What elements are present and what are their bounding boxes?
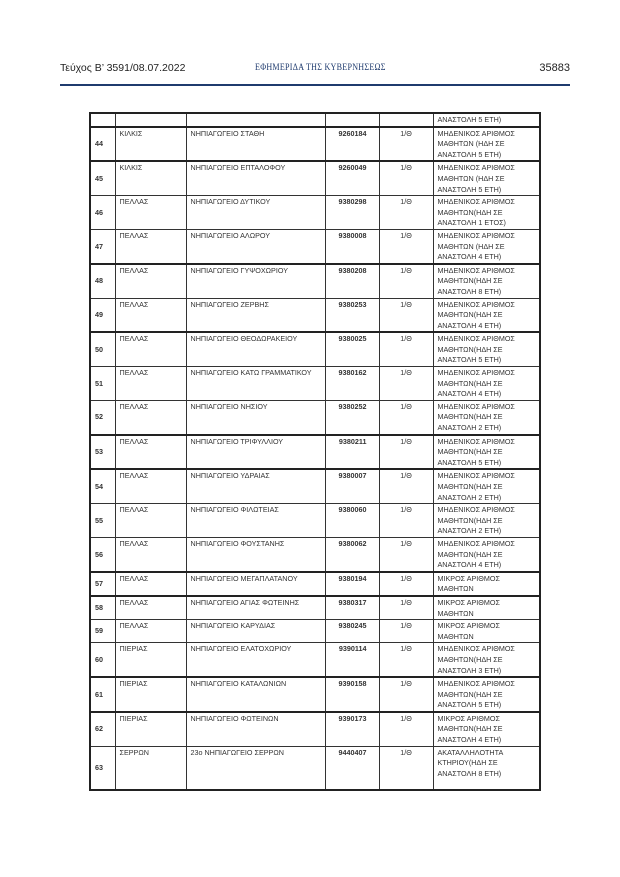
cell-num: 44 bbox=[90, 127, 115, 162]
cell-type: 1/Θ bbox=[379, 127, 433, 162]
cell-code: 9260184 bbox=[325, 127, 379, 162]
cell-num: 61 bbox=[90, 677, 115, 712]
cell-type bbox=[379, 113, 433, 127]
journal-title: ΕΦΗΜΕΡΙΔΑ ΤΗΣ ΚΥΒΕΡΝΗΣΕΩΣ bbox=[255, 63, 386, 73]
cell-region: ΠΕΛΛΑΣ bbox=[115, 620, 186, 643]
cell-code: 9380211 bbox=[325, 435, 379, 470]
cell-code bbox=[325, 113, 379, 127]
header-divider bbox=[60, 84, 570, 86]
cell-region: ΠΕΛΛΑΣ bbox=[115, 435, 186, 470]
schools-table bbox=[89, 112, 541, 791]
cell-school bbox=[186, 113, 325, 127]
table-row bbox=[90, 264, 540, 298]
cell-num: 59 bbox=[90, 620, 115, 643]
cell-num: 51 bbox=[90, 367, 115, 401]
cell-school: ΝΗΠΙΑΓΩΓΕΙΟ ΕΛΑΤΟΧΩΡΙΟΥ bbox=[186, 643, 325, 677]
cell-reason: ΜΙΚΡΟΣ ΑΡΙΘΜΟΣ ΜΑΘΗΤΩΝ(ΗΔΗ ΣΕ ΑΝΑΣΤΟΛΗ 4 ΕΤΗ) bbox=[433, 712, 540, 746]
cell-code: 9380008 bbox=[325, 229, 379, 263]
cell-school: ΝΗΠΙΑΓΩΓΕΙΟ ΚΑΡΥΔΙΑΣ bbox=[186, 620, 325, 643]
cell-reason: ΜΗΔΕΝΙΚΟΣ ΑΡΙΘΜΟΣ ΜΑΘΗΤΩΝ(ΗΔΗ ΣΕ ΑΝΑΣΤΟΛΗ 2 ΕΤΗ) bbox=[433, 504, 540, 538]
cell-school: ΝΗΠΙΑΓΩΓΕΙΟ ΚΑΤΑΛΩΝΙΩΝ bbox=[186, 677, 325, 712]
table-row bbox=[90, 298, 540, 332]
cell-type: 1/Θ bbox=[379, 435, 433, 470]
cell-region: ΣΕΡΡΩΝ bbox=[115, 746, 186, 790]
cell-type: 1/Θ bbox=[379, 229, 433, 263]
page-header bbox=[60, 62, 570, 76]
cell-num: 45 bbox=[90, 161, 115, 195]
cell-reason: ΜΗΔΕΝΙΚΟΣ ΑΡΙΘΜΟΣ ΜΑΘΗΤΩΝ (ΗΔΗ ΣΕ ΑΝΑΣΤΟΛΗ 5 ΕΤΗ) bbox=[433, 161, 540, 195]
cell-type: 1/Θ bbox=[379, 572, 433, 596]
cell-code: 9380062 bbox=[325, 537, 379, 571]
cell-type: 1/Θ bbox=[379, 712, 433, 746]
cell-num: 54 bbox=[90, 469, 115, 503]
table-row bbox=[90, 229, 540, 263]
cell-type: 1/Θ bbox=[379, 196, 433, 230]
cell-reason: ΜΗΔΕΝΙΚΟΣ ΑΡΙΘΜΟΣ ΜΑΘΗΤΩΝ(ΗΔΗ ΣΕ ΑΝΑΣΤΟΛΗ 4 ΕΤΗ) bbox=[433, 367, 540, 401]
issue-label: Τεύχος Β’ 3591/08.07.2022 bbox=[60, 62, 186, 74]
table-row bbox=[90, 367, 540, 401]
cell-type: 1/Θ bbox=[379, 400, 433, 434]
table-row bbox=[90, 196, 540, 230]
cell-code: 9390173 bbox=[325, 712, 379, 746]
cell-num: 62 bbox=[90, 712, 115, 746]
cell-code: 9390114 bbox=[325, 643, 379, 677]
cell-type: 1/Θ bbox=[379, 643, 433, 677]
cell-type: 1/Θ bbox=[379, 537, 433, 571]
table-row bbox=[90, 435, 540, 470]
cell-type: 1/Θ bbox=[379, 332, 433, 366]
cell-region: ΠΕΛΛΑΣ bbox=[115, 298, 186, 332]
table-row bbox=[90, 469, 540, 503]
cell-num: 56 bbox=[90, 537, 115, 571]
cell-region: ΚΙΛΚΙΣ bbox=[115, 161, 186, 195]
cell-type: 1/Θ bbox=[379, 469, 433, 503]
table-row bbox=[90, 746, 540, 790]
cell-school: ΝΗΠΙΑΓΩΓΕΙΟ ΚΑΤΩ ΓΡΑΜΜΑΤΙΚΟΥ bbox=[186, 367, 325, 401]
cell-reason: ΜΗΔΕΝΙΚΟΣ ΑΡΙΘΜΟΣ ΜΑΘΗΤΩΝ(ΗΔΗ ΣΕ ΑΝΑΣΤΟΛΗ 2 ΕΤΗ) bbox=[433, 400, 540, 434]
cell-reason: ΜΙΚΡΟΣ ΑΡΙΘΜΟΣ ΜΑΘΗΤΩΝ bbox=[433, 596, 540, 620]
cell-type: 1/Θ bbox=[379, 161, 433, 195]
cell-school: ΝΗΠΙΑΓΩΓΕΙΟ ΑΓΙΑΣ ΦΩΤΕΙΝΗΣ bbox=[186, 596, 325, 620]
table-row bbox=[90, 596, 540, 620]
cell-code: 9380007 bbox=[325, 469, 379, 503]
table-row bbox=[90, 332, 540, 366]
cell-school: ΝΗΠΙΑΓΩΓΕΙΟ ΦΟΥΣΤΑΝΗΣ bbox=[186, 537, 325, 571]
cell-region: ΠΕΛΛΑΣ bbox=[115, 537, 186, 571]
cell-school: ΝΗΠΙΑΓΩΓΕΙΟ ΤΡΙΦΥΛΛΙΟΥ bbox=[186, 435, 325, 470]
cell-code: 9380298 bbox=[325, 196, 379, 230]
cell-num: 53 bbox=[90, 435, 115, 470]
cell-region: ΠΙΕΡΙΑΣ bbox=[115, 677, 186, 712]
table-row bbox=[90, 620, 540, 643]
cell-num: 49 bbox=[90, 298, 115, 332]
table-row bbox=[90, 572, 540, 596]
cell-reason: ΜΗΔΕΝΙΚΟΣ ΑΡΙΘΜΟΣ ΜΑΘΗΤΩΝ(ΗΔΗ ΣΕ ΑΝΑΣΤΟΛΗ 3 ΕΤΗ) bbox=[433, 643, 540, 677]
cell-reason: ΜΗΔΕΝΙΚΟΣ ΑΡΙΘΜΟΣ ΜΑΘΗΤΩΝ(ΗΔΗ ΣΕ ΑΝΑΣΤΟΛΗ 1 ΕΤΟΣ) bbox=[433, 196, 540, 230]
cell-region: ΠΙΕΡΙΑΣ bbox=[115, 712, 186, 746]
cell-code: 9380253 bbox=[325, 298, 379, 332]
cell-school: ΝΗΠΙΑΓΩΓΕΙΟ ΖΕΡΒΗΣ bbox=[186, 298, 325, 332]
cell-type: 1/Θ bbox=[379, 504, 433, 538]
table-row bbox=[90, 161, 540, 195]
cell-region: ΚΙΛΚΙΣ bbox=[115, 127, 186, 162]
cell-reason: ΜΗΔΕΝΙΚΟΣ ΑΡΙΘΜΟΣ ΜΑΘΗΤΩΝ(ΗΔΗ ΣΕ ΑΝΑΣΤΟΛΗ 2 ΕΤΗ) bbox=[433, 469, 540, 503]
cell-reason: ΜΗΔΕΝΙΚΟΣ ΑΡΙΘΜΟΣ ΜΑΘΗΤΩΝ(ΗΔΗ ΣΕ ΑΝΑΣΤΟΛΗ 5 ΕΤΗ) bbox=[433, 677, 540, 712]
cell-region: ΠΙΕΡΙΑΣ bbox=[115, 643, 186, 677]
cell-region: ΠΕΛΛΑΣ bbox=[115, 332, 186, 366]
cell-reason: ΜΗΔΕΝΙΚΟΣ ΑΡΙΘΜΟΣ ΜΑΘΗΤΩΝ(ΗΔΗ ΣΕ ΑΝΑΣΤΟΛΗ 8 ΕΤΗ) bbox=[433, 264, 540, 298]
cell-reason: ΜΗΔΕΝΙΚΟΣ ΑΡΙΘΜΟΣ ΜΑΘΗΤΩΝ (ΗΔΗ ΣΕ ΑΝΑΣΤΟΛΗ 5 ΕΤΗ) bbox=[433, 127, 540, 162]
cell-code: 9380252 bbox=[325, 400, 379, 434]
cell-type: 1/Θ bbox=[379, 596, 433, 620]
cell-reason: ΜΙΚΡΟΣ ΑΡΙΘΜΟΣ ΜΑΘΗΤΩΝ bbox=[433, 620, 540, 643]
cell-num: 52 bbox=[90, 400, 115, 434]
cell-num: 50 bbox=[90, 332, 115, 366]
cell-code: 9440407 bbox=[325, 746, 379, 790]
cell-reason: ΜΗΔΕΝΙΚΟΣ ΑΡΙΘΜΟΣ ΜΑΘΗΤΩΝ(ΗΔΗ ΣΕ ΑΝΑΣΤΟΛΗ 5 ΕΤΗ) bbox=[433, 435, 540, 470]
cell-code: 9380208 bbox=[325, 264, 379, 298]
cell-num: 46 bbox=[90, 196, 115, 230]
cell-code: 9380317 bbox=[325, 596, 379, 620]
cell-school: 23ο ΝΗΠΙΑΓΩΓΕΙΟ ΣΕΡΡΩΝ bbox=[186, 746, 325, 790]
table-row bbox=[90, 677, 540, 712]
continuation-row bbox=[90, 113, 540, 127]
cell-num: 55 bbox=[90, 504, 115, 538]
cell-school: ΝΗΠΙΑΓΩΓΕΙΟ ΔΥΤΙΚΟΥ bbox=[186, 196, 325, 230]
cell-reason: ΜΗΔΕΝΙΚΟΣ ΑΡΙΘΜΟΣ ΜΑΘΗΤΩΝ(ΗΔΗ ΣΕ ΑΝΑΣΤΟΛΗ 4 ΕΤΗ) bbox=[433, 298, 540, 332]
cell-school: ΝΗΠΙΑΓΩΓΕΙΟ ΓΥΨΟΧΩΡΙΟΥ bbox=[186, 264, 325, 298]
table-row bbox=[90, 537, 540, 571]
cell-code: 9380245 bbox=[325, 620, 379, 643]
cell-type: 1/Θ bbox=[379, 746, 433, 790]
cell-reason: ΜΙΚΡΟΣ ΑΡΙΘΜΟΣ ΜΑΘΗΤΩΝ bbox=[433, 572, 540, 596]
cell-region: ΠΕΛΛΑΣ bbox=[115, 596, 186, 620]
cell-num: 58 bbox=[90, 596, 115, 620]
cell-school: ΝΗΠΙΑΓΩΓΕΙΟ ΘΕΟΔΩΡΑΚΕΙΟΥ bbox=[186, 332, 325, 366]
cell-code: 9380025 bbox=[325, 332, 379, 366]
cell-code: 9260049 bbox=[325, 161, 379, 195]
cell-code: 9390158 bbox=[325, 677, 379, 712]
cell-code: 9380194 bbox=[325, 572, 379, 596]
cell-type: 1/Θ bbox=[379, 298, 433, 332]
cell-region: ΠΕΛΛΑΣ bbox=[115, 196, 186, 230]
cell-school: ΝΗΠΙΑΓΩΓΕΙΟ ΥΔΡΑΙΑΣ bbox=[186, 469, 325, 503]
cell-school: ΝΗΠΙΑΓΩΓΕΙΟ ΑΛΩΡΟΥ bbox=[186, 229, 325, 263]
cell-type: 1/Θ bbox=[379, 264, 433, 298]
cell-reason: ΜΗΔΕΝΙΚΟΣ ΑΡΙΘΜΟΣ ΜΑΘΗΤΩΝ(ΗΔΗ ΣΕ ΑΝΑΣΤΟΛΗ 5 ΕΤΗ) bbox=[433, 332, 540, 366]
cell-reason: ΜΗΔΕΝΙΚΟΣ ΑΡΙΘΜΟΣ ΜΑΘΗΤΩΝ (ΗΔΗ ΣΕ ΑΝΑΣΤΟΛΗ 4 ΕΤΗ) bbox=[433, 229, 540, 263]
table-row bbox=[90, 504, 540, 538]
cell-code: 9380060 bbox=[325, 504, 379, 538]
table-row bbox=[90, 712, 540, 746]
cell-school: ΝΗΠΙΑΓΩΓΕΙΟ ΦΙΛΩΤΕΙΑΣ bbox=[186, 504, 325, 538]
cell-region: ΠΕΛΛΑΣ bbox=[115, 229, 186, 263]
cell-school: ΝΗΠΙΑΓΩΓΕΙΟ ΕΠΤΑΛΟΦΟΥ bbox=[186, 161, 325, 195]
cell-region: ΠΕΛΛΑΣ bbox=[115, 264, 186, 298]
table-row bbox=[90, 127, 540, 162]
cell-region: ΠΕΛΛΑΣ bbox=[115, 367, 186, 401]
cell-region: ΠΕΛΛΑΣ bbox=[115, 572, 186, 596]
cell-reason: ΜΗΔΕΝΙΚΟΣ ΑΡΙΘΜΟΣ ΜΑΘΗΤΩΝ(ΗΔΗ ΣΕ ΑΝΑΣΤΟΛΗ 4 ΕΤΗ) bbox=[433, 537, 540, 571]
cell-school: ΝΗΠΙΑΓΩΓΕΙΟ ΝΗΣΙΟΥ bbox=[186, 400, 325, 434]
cell-num bbox=[90, 113, 115, 127]
page-number: 35883 bbox=[539, 62, 570, 74]
cell-type: 1/Θ bbox=[379, 620, 433, 643]
cell-region bbox=[115, 113, 186, 127]
cell-reason: ΑΝΑΣΤΟΛΗ 5 ΕΤΗ) bbox=[433, 113, 540, 127]
cell-num: 63 bbox=[90, 746, 115, 790]
cell-region: ΠΕΛΛΑΣ bbox=[115, 469, 186, 503]
table-row bbox=[90, 400, 540, 434]
cell-type: 1/Θ bbox=[379, 367, 433, 401]
cell-region: ΠΕΛΛΑΣ bbox=[115, 400, 186, 434]
cell-region: ΠΕΛΛΑΣ bbox=[115, 504, 186, 538]
cell-school: ΝΗΠΙΑΓΩΓΕΙΟ ΣΤΑΘΗ bbox=[186, 127, 325, 162]
cell-school: ΝΗΠΙΑΓΩΓΕΙΟ ΜΕΓΑΠΛΑΤΑΝΟΥ bbox=[186, 572, 325, 596]
cell-reason: ΑΚΑΤΑΛΛΗΛΟΤΗΤΑ ΚΤΗΡΙΟΥ(ΗΔΗ ΣΕ ΑΝΑΣΤΟΛΗ 8 ΕΤΗ) bbox=[433, 746, 540, 790]
cell-num: 57 bbox=[90, 572, 115, 596]
cell-type: 1/Θ bbox=[379, 677, 433, 712]
cell-code: 9380162 bbox=[325, 367, 379, 401]
cell-num: 48 bbox=[90, 264, 115, 298]
cell-school: ΝΗΠΙΑΓΩΓΕΙΟ ΦΩΤΕΙΝΩΝ bbox=[186, 712, 325, 746]
cell-num: 60 bbox=[90, 643, 115, 677]
table-row bbox=[90, 643, 540, 677]
cell-num: 47 bbox=[90, 229, 115, 263]
